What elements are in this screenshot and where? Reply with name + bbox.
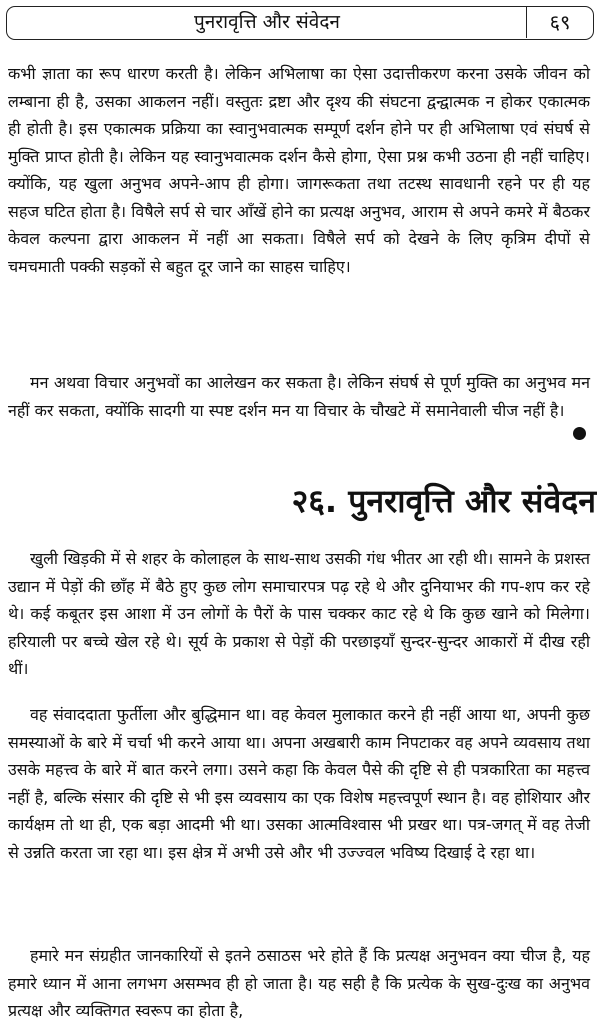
running-title: पुनरावृत्ति और संवेदन <box>194 11 340 33</box>
paragraph-continued: कभी ज्ञाता का रूप धारण करती है। लेकिन अभिलाषा का ऐसा उदात्तीकरण करना उसके जीवन को लम्बाना ही है, उसका आकलन नहीं। वस्तुतः द्रष्टा और दृश्य की संघटना द्वन्द्वात्मक न होकर एकात्मक ही होती है। इस एकात्मक प्रक्रिया का स्वानुभवात्मक सम्पूर्ण दर्शन होने पर ही अभिलाषा एवं संघर्ष से मुक्ति प्राप्त होती है। लेकिन यह स्वानुभवात्मक दर्शन कैसे होगा, ऐसा प्रश्न कभी उठना ही नहीं चाहिए। क्योंकि, यह खुला अनुभव अपने-आप ही होगा। जागरूकता तथा तटस्थ सावधानी रहने पर ही यह सहज घटित होता है। विषैले सर्प से चार आँखें होने का प्रत्यक्ष अनुभव, आराम से अपने कमरे में बैठकर केवल कल्पना द्वारा आकलन में नहीं आ सकता। विषैले सर्प को देखने के लिए कृत्रिम दीपों से चमचमाती पक्की सड़कों से बहुत दूर जाने का साहस चाहिए। <box>8 64 590 276</box>
section-end-bullet <box>573 427 586 440</box>
page-number: ६९ <box>549 10 571 34</box>
chapter-heading: २६. पुनरावृत्ति और संवेदन <box>291 482 596 520</box>
paragraph-reporter: वह संवाददाता फुर्तीला और बुद्धिमान था। वह केवल मुलाकात करने ही नहीं आया था, अपनी कुछ समस्याओं के बारे में चर्चा भी करने आया था। अपना अखबारी काम निपटाकर वह अपने व्यवसाय तथा उसके महत्त्व के बारे में बात करने लगा। उसने कहा कि केवल पैसे की दृष्टि से ही पत्रकारिता का महत्त्व नहीं है, बल्कि संसार की दृष्टि से भी इस व्यवसाय का एक विशेष महत्त्वपूर्ण स्थान है। वह होशियार और कार्यक्षम तो था ही, एक बड़ा आदमी भी था। उसका आत्मविश्वास भी प्रखर था। पत्र-जगत् में वह तेजी से उन्नति करता जा रहा था। इस क्षेत्र में अभी उसे और भी उज्ज्वल भविष्य दिखाई दे रहा था। <box>8 705 590 862</box>
paragraph-window: खुली खिड़की में से शहर के कोलाहल के साथ-साथ उसकी गंध भीतर आ रही थी। सामने के प्रशस्त उद्यान में पेड़ों की छाँह में बैठे हुए कुछ लोग समाचारपत्र पढ़ रहे थे और दुनियाभर की गप-शप कर रहे थे। कई कबूतर इस आशा में उन लोगों के पैरों के पास चक्कर काट रहे थे कि कुछ खाने को मिलेगा। हरियाली पर बच्चे खेल रहे थे। सूर्य के प्रकाश से पेड़ों की परछाइयाँ सुन्दर-सुन्दर आकारों में दीख रही थीं। <box>8 549 590 678</box>
running-header <box>6 6 594 40</box>
paragraph-information: हमारे मन संग्रहीत जानकारियों से इतने ठसाठस भरे होते हैं कि प्रत्यक्ष अनुभवन क्या चीज है, यह हमारे ध्यान में आना लगभग असम्भव ही हो जाता है। यह सही है कि प्रत्येक के सुख-दुःख का अनुभव प्रत्यक्ष और व्यक्तिगत स्वरूप का होता है, <box>8 946 590 1020</box>
paragraph-mind: मन अथवा विचार अनुभवों का आलेखन कर सकता है। लेकिन संघर्ष से पूर्ण मुक्ति का अनुभव मन नहीं कर सकता, क्योंकि सादगी या स्पष्ट दर्शन मन या विचार के चौखटे में समानेवाली चीज नहीं है। <box>8 373 590 420</box>
